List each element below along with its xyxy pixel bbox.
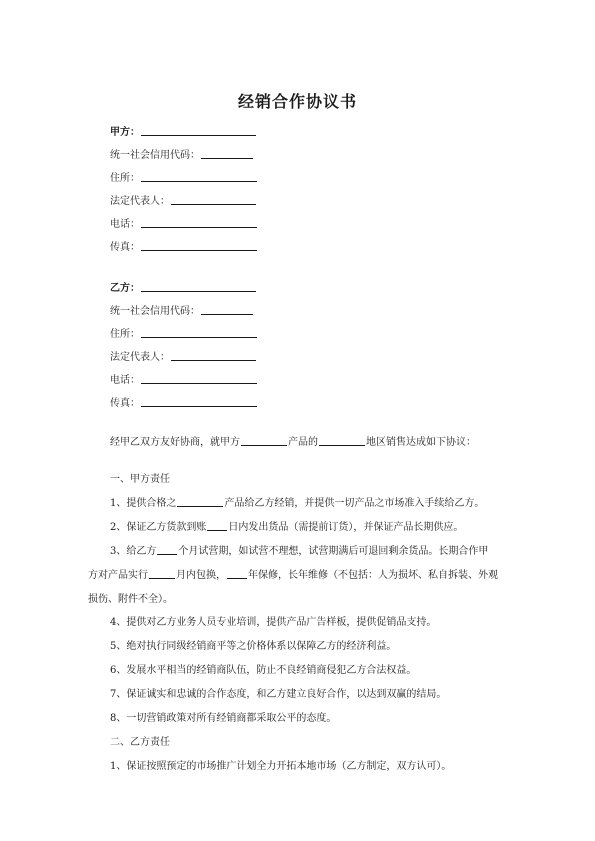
party-b-address-blank[interactable] — [141, 327, 257, 338]
item3-months-blank[interactable] — [157, 544, 177, 555]
product-blank[interactable] — [241, 435, 287, 446]
party-a-address-blank[interactable] — [141, 171, 257, 182]
item3-text-a: 3、给乙方 — [110, 546, 157, 557]
party-a-phone-label: 电话： — [110, 219, 140, 230]
party-a-address-line — [110, 171, 258, 185]
intro-text-3: 地区销售达成如下协议： — [366, 437, 476, 448]
party-b-phone-line — [110, 373, 258, 387]
item2-days-blank[interactable] — [207, 520, 227, 531]
section1-item3 — [88, 540, 498, 612]
party-a-fax-label: 传真： — [110, 242, 140, 253]
party-b-fax-blank[interactable] — [141, 396, 257, 407]
item1-product-blank[interactable] — [177, 496, 223, 507]
party-b-name-blank[interactable] — [141, 281, 256, 292]
section2-heading: 二、乙方责任 — [110, 737, 170, 748]
party-b-credit-code-line — [110, 304, 254, 318]
party-a-rep-blank[interactable] — [171, 194, 256, 205]
party-b-credit-code-label: 统一社会信用代码： — [110, 306, 200, 317]
item2-text-b: 日内发出货品（需提前订货），并保证产品长期供应。 — [228, 522, 464, 533]
party-b-address-label: 住所： — [110, 329, 140, 340]
party-a-credit-code-line — [110, 148, 254, 162]
section1-item7: 7、保证诚实和忠诚的合作态度，和乙方建立良好合作，以达到双赢的结局。 — [110, 689, 447, 700]
section1-item4: 4、提供对乙方业务人员专业培训，提供产品广告样板，提供促销品支持。 — [110, 617, 437, 628]
party-a-phone-line — [110, 217, 258, 231]
party-b-rep-line — [110, 350, 257, 364]
section1-heading: 一、甲方责任 — [110, 474, 170, 485]
party-a-phone-blank[interactable] — [141, 217, 257, 228]
item3-text-c: 月内包换， — [176, 570, 226, 581]
section1-item5: 5、绝对执行同级经销商平等之价格体系以保障乙方的经济利益。 — [110, 641, 397, 652]
party-b-address-line — [110, 327, 258, 341]
party-a-name-blank[interactable] — [141, 125, 256, 136]
item1-text-b: 产品给乙方经销，并提供一切产品之市场准入手续给乙方。 — [224, 498, 485, 509]
intro-text-1: 经甲乙双方友好协商，就甲方 — [110, 437, 240, 448]
intro-paragraph — [88, 431, 498, 455]
party-a-line — [110, 125, 257, 139]
party-b-phone-label: 电话： — [110, 375, 140, 386]
section1-item1 — [88, 492, 498, 516]
item3-warranty-blank[interactable] — [227, 568, 247, 579]
section2-item1: 1、保证按照预定的市场推广计划全力开拓本地市场（乙方制定，双方认可）。 — [110, 761, 452, 772]
party-b-rep-label: 法定代表人： — [110, 352, 170, 363]
party-a-address-label: 住所： — [110, 173, 140, 184]
party-b-credit-code-blank[interactable] — [201, 304, 253, 315]
document-title: 经销合作协议书 — [237, 92, 357, 111]
party-b-fax-line — [110, 396, 258, 410]
party-a-fax-line — [110, 240, 258, 254]
party-b-rep-blank[interactable] — [171, 350, 256, 361]
region-blank[interactable] — [319, 435, 365, 446]
item1-text-a: 1、提供合格之 — [110, 498, 177, 509]
party-b-phone-blank[interactable] — [141, 373, 257, 384]
party-b-label: 乙方： — [110, 283, 140, 294]
party-a-label: 甲方： — [110, 127, 140, 138]
section1-item6: 6、发展水平相当的经销商队伍，防止不良经销商侵犯乙方合法权益。 — [110, 665, 417, 676]
item3-exchange-blank[interactable] — [149, 568, 175, 579]
party-a-rep-label: 法定代表人： — [110, 196, 170, 207]
item3-text-d: 年保修，长年维修（不包括：人为损坏、私自拆装、外观损伤、附件不全）。 — [88, 570, 498, 605]
party-a-credit-code-label: 统一社会信用代码： — [110, 150, 200, 161]
party-b-fax-label: 传真： — [110, 398, 140, 409]
item2-text-a: 2、保证乙方货款到账 — [110, 522, 207, 533]
party-b-line — [110, 281, 257, 295]
party-a-fax-blank[interactable] — [141, 240, 257, 251]
item3-text-b: 个月试营期，如试营不理想，试营期满后可退回剩余货品。长期合作甲方对产品实行 — [88, 546, 489, 581]
party-a-credit-code-blank[interactable] — [201, 148, 253, 159]
section1-item2 — [88, 516, 498, 540]
section1-item8: 8、一切营销政策对所有经销商都采取公平的态度。 — [110, 713, 337, 724]
party-a-rep-line — [110, 194, 257, 208]
intro-text-2: 产品的 — [288, 437, 318, 448]
